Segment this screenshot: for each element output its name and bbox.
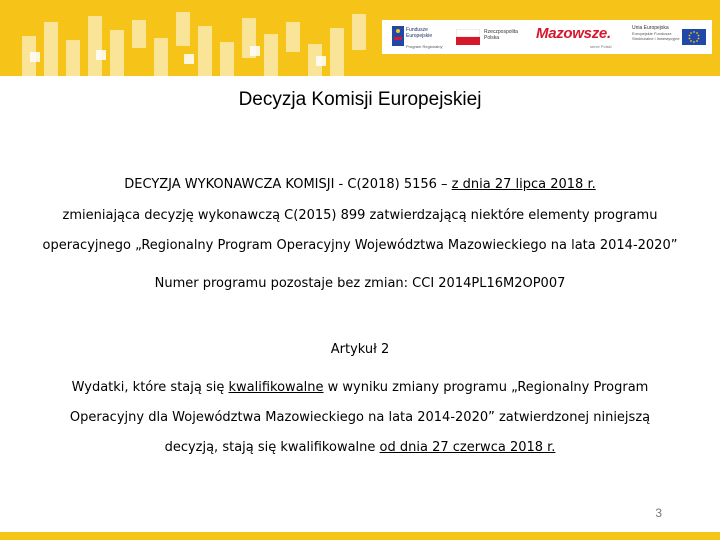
slide-title: Decyzja Komisji Europejskiej — [238, 89, 482, 110]
mazowsze-wordmark: Mazowsze. — [536, 25, 611, 42]
programme-number: Numer programu pozostaje bez zmian: CCI 2014PL16M2OP007 — [154, 276, 566, 291]
amending-line-1: zmieniająca decyzję wykonawczą C(2015) 899 zatwierdzającą niektóre elementy programu — [62, 208, 658, 223]
fe-logo-sub: Program Regionalny — [406, 44, 443, 49]
decision-heading — [30, 177, 690, 192]
unia-europejska-logo — [628, 20, 710, 54]
fundusze-europejskie-logo — [390, 20, 452, 54]
polish-flag-icon — [456, 29, 480, 45]
logo-strip — [382, 20, 712, 54]
article-heading: Artykuł 2 — [330, 342, 390, 357]
rzeczpospolita-polska-logo — [454, 20, 520, 54]
mazowsze-logo — [532, 20, 618, 54]
decision-date: z dnia 27 lipca 2018 r. — [451, 177, 596, 192]
eu-logo-text: Unia Europejska — [632, 25, 669, 31]
fe-emblem-icon — [392, 26, 404, 46]
article-line-2: Operacyjny dla Województwa Mazowieckiego na lata 2014-2020” zatwierdzonej niniejszą — [69, 410, 651, 425]
article-line-3-date: od dnia 27 czerwca 2018 r. — [379, 440, 556, 455]
article-line-1 — [30, 380, 690, 395]
article-line-3-start: decyzją, stają się kwalifikowalne — [164, 440, 380, 455]
decorative-pattern — [0, 0, 380, 76]
article-line-1-underlined: kwalifikowalne — [228, 380, 324, 395]
footer-strip — [0, 532, 720, 540]
header-banner — [0, 0, 720, 76]
article-line-3 — [30, 440, 690, 455]
amending-line-2: operacyjnego „Regionalny Program Operacyjny Województwa Mazowieckiego na lata 2014-2020” — [42, 238, 678, 253]
eu-flag-icon — [682, 29, 706, 45]
page-number: 3 — [655, 506, 662, 520]
decision-heading-text: DECYZJA WYKONAWCZA KOMISJI - C(2018) 5156 – — [124, 177, 452, 192]
rp-logo-text: Rzeczpospolita Polska — [484, 29, 518, 41]
article-line-1-end: w wyniku zmiany programu „Regionalny Program — [323, 380, 649, 395]
mazowsze-tagline: serce Polski — [590, 44, 612, 49]
eu-logo-sub: Europejskie Fundusze Strukturalne i Inwestycyjne — [632, 31, 680, 41]
fe-logo-text: Fundusze Europejskie — [406, 27, 433, 39]
article-line-1-start: Wydatki, które stają się — [71, 380, 229, 395]
